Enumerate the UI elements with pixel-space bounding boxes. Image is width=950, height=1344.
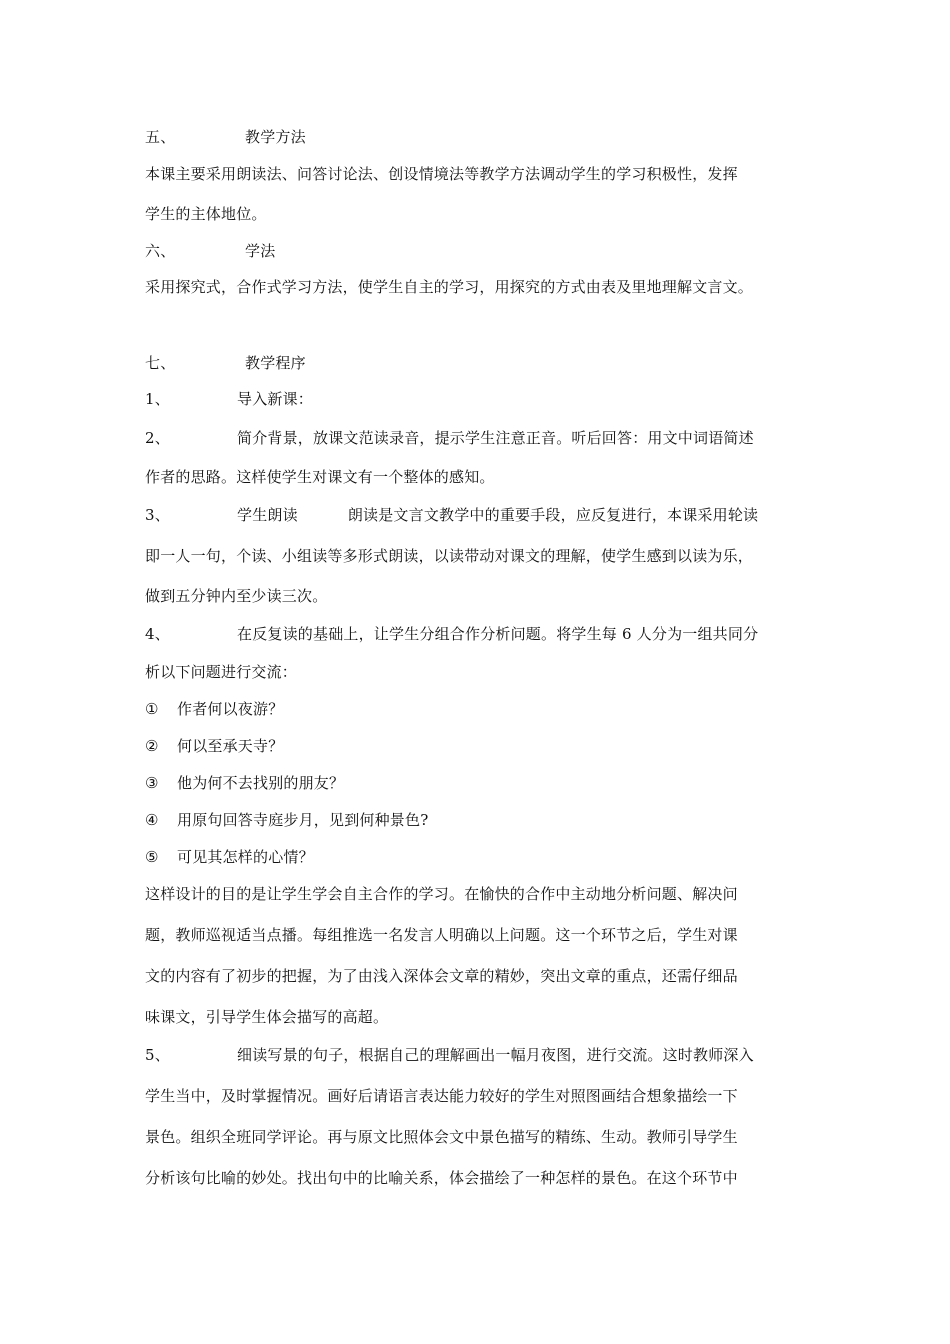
section-7-heading: 七、 教学程序 bbox=[145, 354, 306, 372]
question-item: ④ 用原句回答寺庭步月，见到何种景色? bbox=[145, 811, 429, 829]
step-5-line: 学生当中，及时掌握情况。画好后请语言表达能力较好的学生对照图画结合想象描绘一下 bbox=[145, 1087, 738, 1105]
question-item: ③ 他为何不去找别的朋友？ bbox=[145, 774, 345, 792]
step-5-line: 分析该句比喻的妙处。找出句中的比喻关系，体会描绘了一种怎样的景色。在这个环节中 bbox=[145, 1169, 738, 1187]
section-5-heading: 五、 教学方法 bbox=[145, 128, 306, 146]
step-1: 1、 导入新课： bbox=[145, 390, 314, 408]
step-3-line: 做到五分钟内至少读三次。 bbox=[145, 587, 328, 605]
question-item: ⑤ 可见其怎样的心情？ bbox=[145, 848, 314, 866]
step-5-line: 5、 细读写景的句子，根据自己的理解画出一幅月夜图，进行交流。这时教师深入 bbox=[145, 1046, 754, 1064]
question-item: ② 何以至承天寺？ bbox=[145, 737, 284, 755]
section-6-paragraph-line: 采用探究式，合作式学习方法，使学生自主的学习，用探究的方式由表及里地理解文言文。 bbox=[145, 278, 754, 296]
paragraph-line: 文的内容有了初步的把握，为了由浅入深体会文章的精妙，突出文章的重点，还需仔细品 bbox=[145, 967, 738, 985]
step-3-line: 3、 学生朗读 朗读是文言文教学中的重要手段，应反复进行，本课采用轮读 bbox=[145, 506, 759, 524]
step-2-line: 2、 简介背景，放课文范读录音，提示学生注意正音。听后回答：用文中词语简述 bbox=[145, 429, 754, 447]
step-2-line: 作者的思路。这样使学生对课文有一个整体的感知。 bbox=[145, 468, 495, 486]
step-5-line: 景色。组织全班同学评论。再与原文比照体会文中景色描写的精练、生动。教师引导学生 bbox=[145, 1128, 738, 1146]
section-5-paragraph-line: 学生的主体地位。 bbox=[145, 205, 267, 223]
paragraph-line: 味课文，引导学生体会描写的高超。 bbox=[145, 1008, 389, 1026]
section-6-heading: 六、 学法 bbox=[145, 242, 276, 260]
section-5-paragraph-line: 本课主要采用朗读法、问答讨论法、创设情境法等教学方法调动学生的学习积极性，发挥 bbox=[145, 165, 738, 183]
step-4-line: 4、 在反复读的基础上，让学生分组合作分析问题。将学生每 6 人分为一组共同分 bbox=[145, 625, 759, 643]
step-4-line: 析以下问题进行交流： bbox=[145, 663, 298, 681]
step-3-line: 即一人一句，个读、小组读等多形式朗读，以读带动对课文的理解，使学生感到以读为乐， bbox=[145, 547, 754, 565]
question-item: ① 作者何以夜游？ bbox=[145, 700, 284, 718]
paragraph-line: 题，教师巡视适当点播。每组推选一名发言人明确以上问题。这一个环节之后，学生对课 bbox=[145, 926, 738, 944]
paragraph-line: 这样设计的目的是让学生学会自主合作的学习。在愉快的合作中主动地分析问题、解决问 bbox=[145, 885, 738, 903]
